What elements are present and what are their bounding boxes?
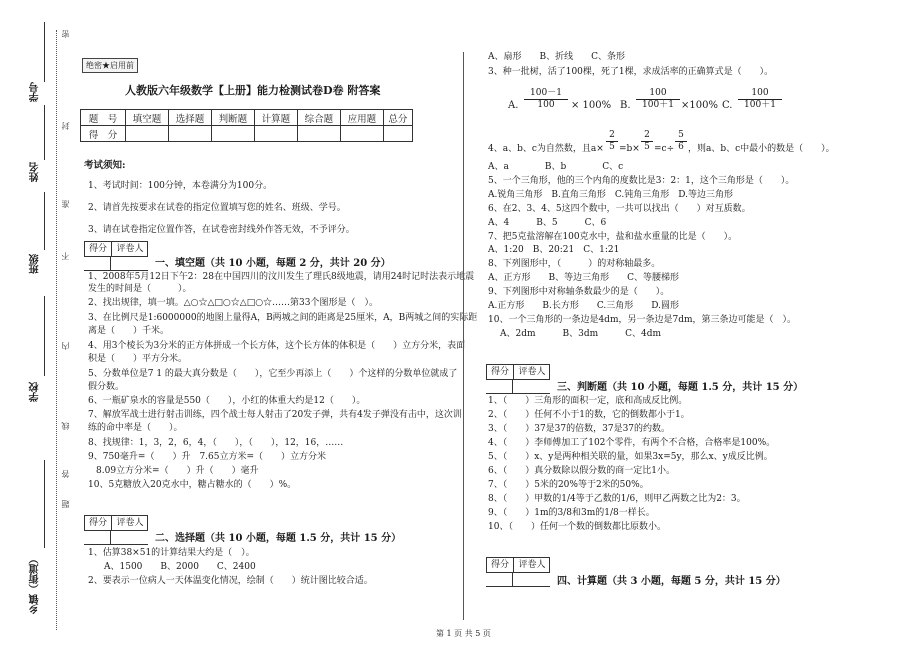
judge-line: 6、（ ）真分数除以假分数的商一定比1小。: [488, 466, 675, 476]
grader-box-bottom: [486, 586, 550, 587]
cut-mark: 密: [61, 30, 70, 38]
score-cell[interactable]: [254, 126, 297, 142]
notice-item: 2、请首先按要求在试卷的指定位置填写您的姓名、班级、学号。: [88, 203, 346, 213]
score-table-header: 综合题: [297, 110, 340, 126]
notice-heading: 考试须知:: [84, 160, 126, 171]
fraction-denominator: 5: [644, 142, 650, 152]
fraction-numerator: 2: [606, 130, 618, 142]
cut-mark: 不: [61, 252, 70, 260]
fraction-numerator: 100－1: [524, 88, 568, 100]
q3-option-a-fraction: [524, 88, 568, 111]
q3-option-c-fraction: [738, 88, 782, 111]
fill-line: 2、找出规律，填一填。△○☆△□○☆△□○☆……第33个图形是（ ）。: [88, 298, 379, 308]
school-underline: [44, 296, 45, 376]
q3-option-b-fraction: [636, 88, 680, 111]
judge-line: 5、（ ）x、y是两种相关联的量，如果3x=5y，那么x、y成反比例。: [488, 452, 773, 462]
choice-line: 10、一个三角形的一条边是4dm，另一条边是7dm，第三条边可能是（ ）。: [488, 315, 796, 325]
fill-line: 3、在比例尺是1:6000000的地图上量得A，B两城之间的距离是25厘米，A，B两城之间的实际距: [88, 313, 478, 323]
grader-box: [84, 515, 148, 531]
exam-title: 人教版六年级数学【上册】能力检测试卷D卷 附答案: [125, 84, 381, 97]
score-cell[interactable]: [340, 126, 383, 142]
grader-box-divider: [110, 530, 111, 544]
fill-line: 7、解放军战士进行射击训练，四个战士每人射击了20发子弹，共有4发子弹没有击中，这次训: [88, 410, 462, 420]
fill-line: 10、5克糖放入20克水中，糖占糖水的（ ）%。: [88, 480, 297, 490]
grader-box: [84, 241, 148, 257]
grader-score-label: 得分: [490, 560, 509, 570]
section4-title: 四、计算题（共 3 小题，每题 5 分，共计 15 分）: [557, 576, 786, 587]
score-table-header: 填空题: [126, 110, 169, 126]
score-table: [80, 109, 413, 142]
choice-line: 7、把5克盐溶解在100克水中，盐和盐水重量的比是（ ）。: [488, 232, 738, 242]
q4-text: 4、a、b、c为自然数，且a×: [488, 144, 604, 154]
judge-line: 4、（ ）李师傅加工了102个零件，有两个不合格，合格率是100%。: [488, 438, 776, 448]
fill-line: 4、用3个棱长为3分米的正方体拼成一个长方体，这个长方体的体积是（ ）立方分米，表面: [88, 341, 466, 351]
score-table-header: 总分: [383, 110, 412, 126]
grader-box: [486, 557, 550, 573]
choice-line: A、a B、b C、c: [488, 162, 624, 172]
grader-score-label: 得分: [490, 367, 509, 377]
fill-line: 6、一瓶矿泉水的容量是550（ ），小红的体重大约是12（ ）。: [88, 396, 366, 406]
student-id-underline: [44, 22, 45, 82]
q4-text: =c÷: [654, 144, 675, 154]
fill-line: 积是（ ）平方分米。: [88, 354, 188, 364]
score-table-header: 选择题: [168, 110, 211, 126]
class-underline: [44, 192, 45, 250]
score-table-header: 应用题: [340, 110, 383, 126]
section2-title: 二、选择题（共 10 小题，每题 1.5 分，共计 15 分）: [155, 533, 402, 544]
score-cell[interactable]: [126, 126, 169, 142]
grader-box-bottom: [84, 270, 148, 271]
fill-line: 9、750毫升=（ ）升 7.65立方米=（ ）立方分米: [88, 452, 327, 462]
choice-line: A.锐角三角形 B.直角三角形 C.钝角三角形 D.等边三角形: [488, 190, 734, 200]
label-student-id: 学号: [30, 82, 41, 102]
label-class: 班级: [30, 254, 41, 274]
page-number: 第 1 页 共 5 页: [436, 629, 491, 638]
fraction-denominator: 100＋1: [744, 100, 776, 110]
fill-line: 1、2008年5月12日下午2：28在中国四川的汶川发生了理氏8级地震，请用24时记时法表示地震: [88, 272, 475, 282]
q4-fraction-1: [606, 130, 618, 153]
fraction-numerator: 2: [641, 130, 653, 142]
choice-line: A、4 B、5 C、6: [488, 218, 607, 228]
q3-option-b-label: B.: [620, 100, 631, 111]
q3-option-b-tail: ×100%: [681, 100, 718, 111]
choice-line: 3、种一批树，活了100棵，死了1棵，求成活率的正确算式是（ ）。: [488, 67, 774, 77]
score-cell[interactable]: [168, 126, 211, 142]
grader-reviewer-label: 评卷人: [513, 365, 550, 379]
name-underline: [44, 105, 45, 160]
fill-line: 8.09立方分米=（ ）升（ ）毫升: [96, 466, 259, 476]
q4-fraction-3: [675, 130, 687, 153]
grader-score-label: 得分: [88, 244, 107, 254]
grader-reviewer-label: 评卷人: [111, 242, 148, 256]
cut-mark: 题: [61, 500, 70, 508]
grader-box-bottom: [486, 393, 550, 394]
fill-line: 假分数。: [88, 382, 125, 392]
grader-box-divider: [110, 256, 111, 270]
choice-line: 6、在2、3、4、5这四个数中，一共可以找出（ ）对互质数。: [488, 204, 751, 214]
column-divider: [463, 52, 464, 620]
choice-line: A、扇形 B、折线 C、条形: [488, 52, 626, 62]
fill-line: 离是（ ）千米。: [88, 326, 170, 336]
notice-item: 3、请在试卷指定位置作答，在试卷密封线外作答无效，不予评分。: [88, 225, 355, 235]
score-table-header: 题 号: [81, 110, 126, 126]
judge-line: 2、（ ）任何不小于1的数，它的倒数都小于1。: [488, 410, 690, 420]
section3-title: 三、判断题（共 10 小题，每题 1.5 分，共计 15 分）: [557, 382, 804, 393]
fraction-numerator: 5: [675, 130, 687, 142]
fraction-denominator: 6: [678, 142, 684, 152]
score-table-header: 计算题: [254, 110, 297, 126]
choice-line: 1、估算38×51的计算结果大约是（ ）。: [88, 548, 255, 558]
label-school: 学校: [30, 382, 41, 402]
town-underline: [44, 460, 45, 548]
judge-line: 7、（ ）5米的20%等于2米的50%。: [488, 480, 649, 490]
grader-reviewer-label: 评卷人: [111, 516, 148, 530]
judge-line: 1、（ ）三角形的面积一定，底和高成反比例。: [488, 396, 688, 406]
fraction-numerator: 100: [636, 88, 680, 100]
grader-box-divider: [512, 379, 513, 393]
score-table-header: 判断题: [211, 110, 254, 126]
fill-line: 练的命中率是（ ）。: [88, 423, 183, 433]
choice-line: 8、下列图形中，（ ）的对称轴最多。: [488, 259, 661, 269]
fraction-denominator: 100: [537, 100, 555, 110]
score-cell[interactable]: [383, 126, 412, 142]
cut-mark: 答: [61, 470, 70, 478]
choice-line: A、1:20 B、20:21 C、1:21: [488, 245, 620, 255]
fraction-numerator: 100: [738, 88, 782, 100]
choice-line: 2、要表示一位病人一天体温变化情况，绘制（ ）统计图比较合适。: [88, 576, 373, 586]
fraction-denominator: 100＋1: [642, 100, 674, 110]
judge-line: 10、（ ）任何一个数的倒数都比原数小。: [488, 522, 666, 532]
label-town: 乡镇（街道）: [30, 554, 41, 614]
cut-mark: 线: [61, 422, 70, 430]
choice-line: A.正方形 B.长方形 C.三角形 D.圆形: [488, 301, 680, 311]
score-cell[interactable]: [297, 126, 340, 142]
cut-mark: 内: [61, 342, 70, 350]
grader-score-label: 得分: [88, 518, 107, 528]
choice-line: A、2dm B、3dm C、4dm: [500, 329, 662, 339]
cut-mark: 封: [61, 122, 70, 130]
fill-line: 发生的时间是（ ）。: [88, 284, 192, 294]
choice-line: A、1500 B、2000 C、2400: [104, 562, 256, 572]
judge-line: 9、（ ）1m的3/8和3m的1/8一样长。: [488, 508, 655, 518]
q4-text: ，则a、b、c中最小的数是（ ）。: [688, 144, 835, 154]
grader-box-divider: [512, 572, 513, 586]
score-cell[interactable]: [211, 126, 254, 142]
grader-box-bottom: [84, 544, 148, 545]
q3-option-c-label: C.: [722, 100, 733, 111]
fill-line: 8、找规律：1，3，2，6，4，（ ），（ ），12，16，……: [88, 438, 344, 448]
secret-tag: 绝密★启用前: [82, 58, 138, 73]
judge-line: 3、（ ）37是37的倍数，37是37的约数。: [488, 424, 671, 434]
q3-option-a-tail: × 100%: [571, 100, 612, 111]
fraction-denominator: 5: [609, 142, 615, 152]
cut-mark: 准: [61, 200, 70, 208]
binding-line: [56, 30, 57, 630]
choice-line: 5、一个三角形，他的三个内角的度数比是3：2：1，这个三角形是（ ）。: [488, 176, 795, 186]
choice-line: A、正方形 B、等边三角形 C、等腰梯形: [488, 273, 680, 283]
choice-line: 9、下列图形中对称轴条数最少的是（ ）。: [488, 287, 670, 297]
q4-text: =b×: [619, 144, 640, 154]
q3-option-a-label: A.: [508, 100, 519, 111]
fill-line: 5、分数单位是7 1 的最大真分数是（ ），它至少再添上（ ）个这样的分数单位就成了: [88, 369, 458, 379]
score-row-label: 得 分: [81, 126, 126, 142]
label-name: 姓名: [30, 162, 41, 182]
section1-title: 一、填空题（共 10 小题，每题 2 分，共计 20 分）: [155, 258, 391, 269]
notice-item: 1、考试时间：100分钟，本卷满分为100分。: [88, 181, 273, 191]
grader-reviewer-label: 评卷人: [513, 558, 550, 572]
grader-box: [486, 364, 550, 380]
q4-fraction-2: [641, 130, 653, 153]
judge-line: 8、（ ）甲数的1/4等于乙数的1/6，则甲乙两数之比为2：3。: [488, 494, 746, 504]
